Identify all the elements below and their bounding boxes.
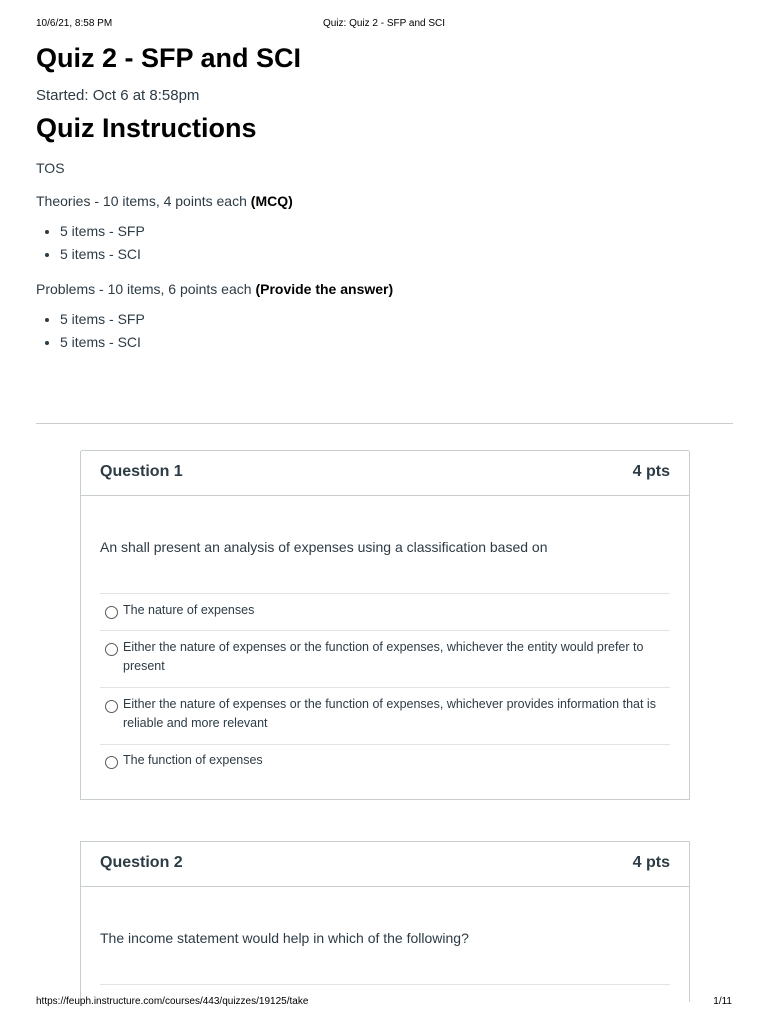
print-date: 10/6/21, 8:58 PM — [36, 18, 113, 29]
question-text: An shall present an analysis of expenses using a classification based on — [100, 539, 548, 555]
answer-option-2[interactable] — [100, 630, 670, 687]
print-url: https://feuph.instructure.com/courses/443/quizzes/19125/take — [36, 996, 309, 1007]
theories-text: Theories - 10 items, 4 points each — [36, 193, 251, 209]
theories-type: (MCQ) — [250, 193, 293, 209]
problems-text: Problems - 10 items, 6 points each — [36, 281, 256, 297]
list-item: • 5 items - SFP — [60, 308, 733, 331]
question-2 — [80, 841, 690, 1002]
page-number: 1/11 — [713, 996, 732, 1007]
question-name: Question 2 — [100, 854, 183, 871]
question-text: The income statement would help in which of the following? — [100, 930, 469, 946]
answer-divider — [100, 984, 670, 985]
quiz-title: Quiz 2 - SFP and SCI — [36, 43, 302, 73]
print-footer — [36, 996, 732, 1010]
problems-line — [36, 279, 733, 299]
started-timestamp: Started: Oct 6 at 8:58pm — [36, 87, 200, 104]
radio-button[interactable] — [105, 643, 118, 656]
list-item: • 5 items - SFP — [60, 220, 733, 243]
radio-button[interactable] — [105, 700, 118, 713]
answer-list — [100, 593, 670, 785]
print-page-title: Quiz: Quiz 2 - SFP and SCI — [322, 18, 446, 29]
list-item: • 5 items - SCI — [60, 331, 733, 354]
question-points: 4 pts — [632, 854, 670, 871]
radio-button[interactable] — [105, 606, 118, 619]
question-1 — [80, 451, 690, 800]
theories-list — [36, 220, 733, 266]
answer-label: The function of expenses — [123, 753, 263, 767]
question-header — [81, 450, 689, 496]
question-points: 4 pts — [632, 463, 670, 480]
answer-label: Either the nature of expenses or the function of expenses, whichever provides information that is reliable and more relevant — [123, 697, 656, 730]
instructions-body — [36, 158, 733, 354]
quiz-content — [36, 40, 733, 354]
answer-label: The nature of expenses — [123, 603, 255, 617]
question-name: Question 1 — [100, 463, 183, 480]
answer-option-1[interactable] — [100, 593, 670, 630]
print-header — [36, 18, 732, 32]
instructions-title: Quiz Instructions — [36, 113, 257, 143]
answer-option-4[interactable] — [100, 744, 670, 785]
answer-option-3[interactable] — [100, 687, 670, 744]
list-item: • 5 items - SCI — [60, 243, 733, 266]
theories-line — [36, 191, 733, 211]
answer-label: Either the nature of expenses or the function of expenses, whichever the entity would prefer to present — [123, 640, 644, 673]
problems-list — [36, 308, 733, 354]
problems-type: (Provide the answer) — [255, 281, 394, 297]
section-divider — [36, 423, 733, 424]
radio-button[interactable] — [105, 756, 118, 769]
tos-label: TOS — [36, 160, 65, 176]
question-header — [81, 842, 689, 887]
